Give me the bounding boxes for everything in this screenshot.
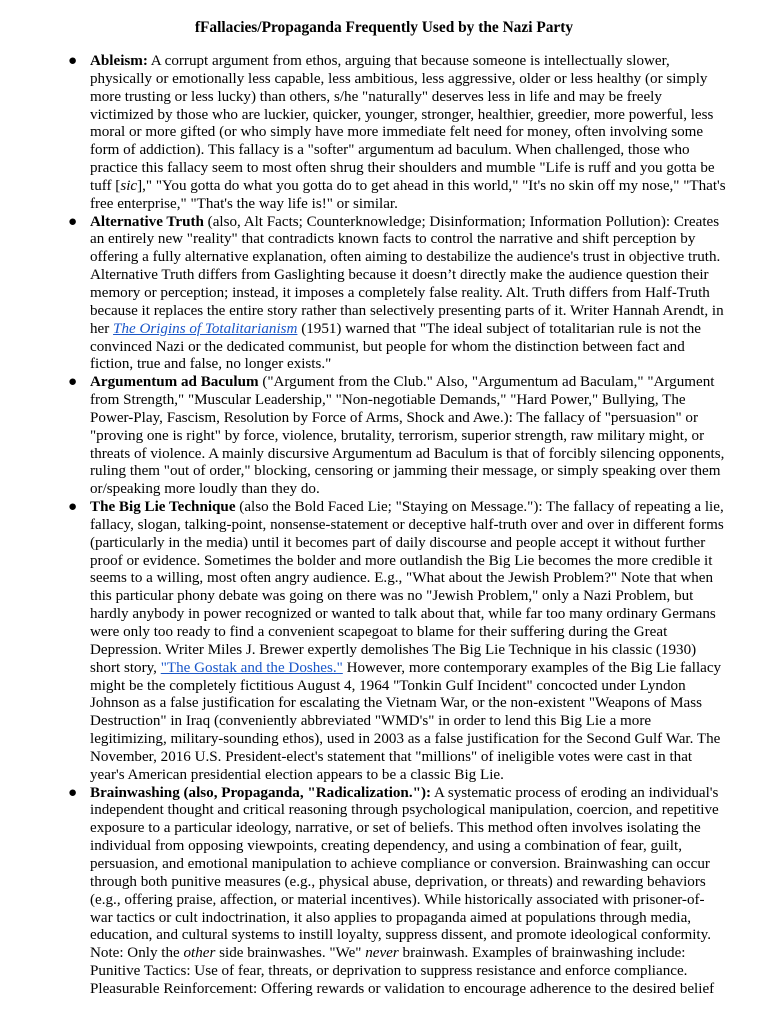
definition-text: brainwash. Examples of brainwashing include: Punitive Tactics: Use of fear, threats, or deprivation to suppress resistance and enforce compliance. Pleasurable Reinforcement: Offering rewards or validation to encourage adherence to the desired belief	[90, 945, 715, 997]
bullet: ●	[68, 499, 78, 516]
list-item-alternative-truth	[68, 213, 726, 375]
term-brainwashing: Brainwashing (also, Propaganda, "Radicalization."):	[90, 784, 432, 801]
term-big-lie: The Big Lie Technique	[90, 499, 236, 516]
bullet: ●	[68, 374, 78, 391]
emphasis-other: other	[183, 945, 216, 962]
link-origins-of-totalitarianism[interactable]: The Origins of Totalitarianism	[113, 320, 298, 337]
term-argumentum-ad-baculum: Argumentum ad Baculum	[90, 374, 259, 391]
fallacy-list	[0, 53, 726, 999]
list-item-brainwashing	[68, 784, 726, 999]
bullet: ●	[68, 784, 78, 801]
sic-annotation: sic	[120, 177, 138, 194]
bullet: ●	[68, 53, 78, 69]
definition-text: (1951) warned that "The ideal subject of totalitarian rule is not the convinced Nazi or the dedicated communist, but people for whom the distinction between fact and fiction, true and false, no longer exists."	[90, 320, 701, 373]
definition-text: ("Argument from the Club." Also, "Argumentum ad Baculam," "Argument from Strength," "Muscular Leadership," "Non-negotiable Demands," "Hard Power," Bullying, The Power-Play, Fascism, Resolution by Force of Arms, Shock and Awe.): The fallacy of "persuasion" or "proving one is right" by force, violence, brutality, terrorism, superior strength, raw military might, or threats of violence. A mainly discursive Argumentum ad Baculum is that of forcibly silencing opponents, ruling them "out of order," blocking, censoring or jamming their message, or simply speaking over them or/speaking more loudly than they do.	[90, 374, 725, 498]
document-title: fFallacies/Propaganda Frequently Used by the Nazi Party	[194, 19, 574, 36]
definition-text: (also, Alt Facts; Counterknowledge; Disinformation; Information Pollution): Creates an entirely new "reality" that contradicts known facts to control the narrative and shift perception by offering a fully alternative explanation, often aiming to destabilize the audience's trust in objective truth. Alternative Truth differs from Gaslighting because it doesn’t directly make the audience question their memory or perception; instead, it imposes a completely false reality. Alt. Truth differs from Half-Truth because it replaces the entire story rather than selectively presenting parts of it. Writer Hannah Arendt, in her	[90, 213, 724, 337]
definition-text: ]," "You gotta do what you gotta do to get ahead in this world," "It's no skin off my nose," "That's free enterprise," "That's the way life is!" or similar.	[90, 177, 726, 212]
link-gostak-and-doshes[interactable]: "The Gostak and the Doshes."	[160, 659, 343, 676]
definition-text: However, more contemporary examples of the Big Lie fallacy might be the completely fictitious August 4, 1964 "Tonkin Gulf Incident" concocted under Lyndon Johnson as a false justification for escalating the Vietnam War, or the non-existent "Weapons of Mass Destruction" in Iraq (conveniently abbreviated "WMD's" in order to lend this Big Lie a more legitimizing, military-sounding ethos), used in 2003 as a false justification for the Second Gulf War. The November, 2016 U.S. President-elect's statement that "millions" of ineligible votes were cast in that year's American presidential election appears to be a classic Big Lie.	[90, 659, 722, 783]
term-alternative-truth: Alternative Truth	[90, 213, 204, 230]
emphasis-never: never	[365, 945, 399, 962]
term-ableism: Ableism:	[90, 53, 148, 69]
definition-text: A systematic process of eroding an individual's independent thought and critical reasoning through psychological manipulation, coercion, and repetitive exposure to a particular ideology, narrative, or set of beliefs. This method often involves isolating the individual from opposing viewpoints, creating dependency, and using a combination of fear, guilt, persuasion, and emotional manipulation to achieve compliance or conversion. Brainwashing can occur through both punitive measures (e.g., physical abuse, deprivation, or threats) and rewarding behaviors (e.g., offering praise, affection, or material incentives). While historically associated with prisoner-of-war tactics or cult indoctrination, it also applies to propaganda aimed at populations through media, education, and cultural systems to instill loyalty, suppress dissent, and promote ideological conformity. Note: Only the	[90, 784, 719, 962]
definition-text: A corrupt argument from ethos, arguing that because someone is intellectually slower, physically or emotionally less capable, less ambitious, less aggressive, older or less healthy (or simply more trusting or less lucky) than others, s/he "naturally" deserves less in life and may be freely victimized by those who are luckier, quicker, younger, stronger, healthier, greedier, more powerful, less moral or more gifted (or who simply have more immediate felt need for money, often involving some form of addiction). This fallacy is a "softer" argumentum ad baculum. When challenged, those who practice this fallacy seem to most often shrug their shoulders and mumble "Life is ruff and you gotta be tuff [	[90, 53, 715, 194]
bullet: ●	[68, 213, 78, 230]
list-item-ableism	[68, 53, 726, 214]
definition-text: side brainwashes. "We"	[215, 945, 366, 962]
list-item-argumentum-ad-baculum	[68, 374, 726, 499]
list-item-big-lie	[68, 499, 726, 785]
definition-text: (also the Bold Faced Lie; "Staying on Message."): The fallacy of repeating a lie, fallacy, slogan, talking-point, nonsense-statement or deceptive half-truth over and over in different forms (particularly in the media) until it becomes part of daily discourse and people accept it without further proof or evidence. Sometimes the bolder and more outlandish the Big Lie becomes the more credible it seems to a willing, most often angry audience. E.g., "What about the Jewish Problem?" Note that when this particular phony debate was going on there was no "Jewish Problem," only a Nazi Problem, but hardly anybody in power recognized or wanted to talk about that, while far too many ordinary Germans were only too ready to find a convenient scapegoat to blame for their suffering during the Great Depression. Writer Miles J. Brewer expertly demolishes The Big Lie Technique in his classic (1930) short story,	[90, 499, 724, 676]
